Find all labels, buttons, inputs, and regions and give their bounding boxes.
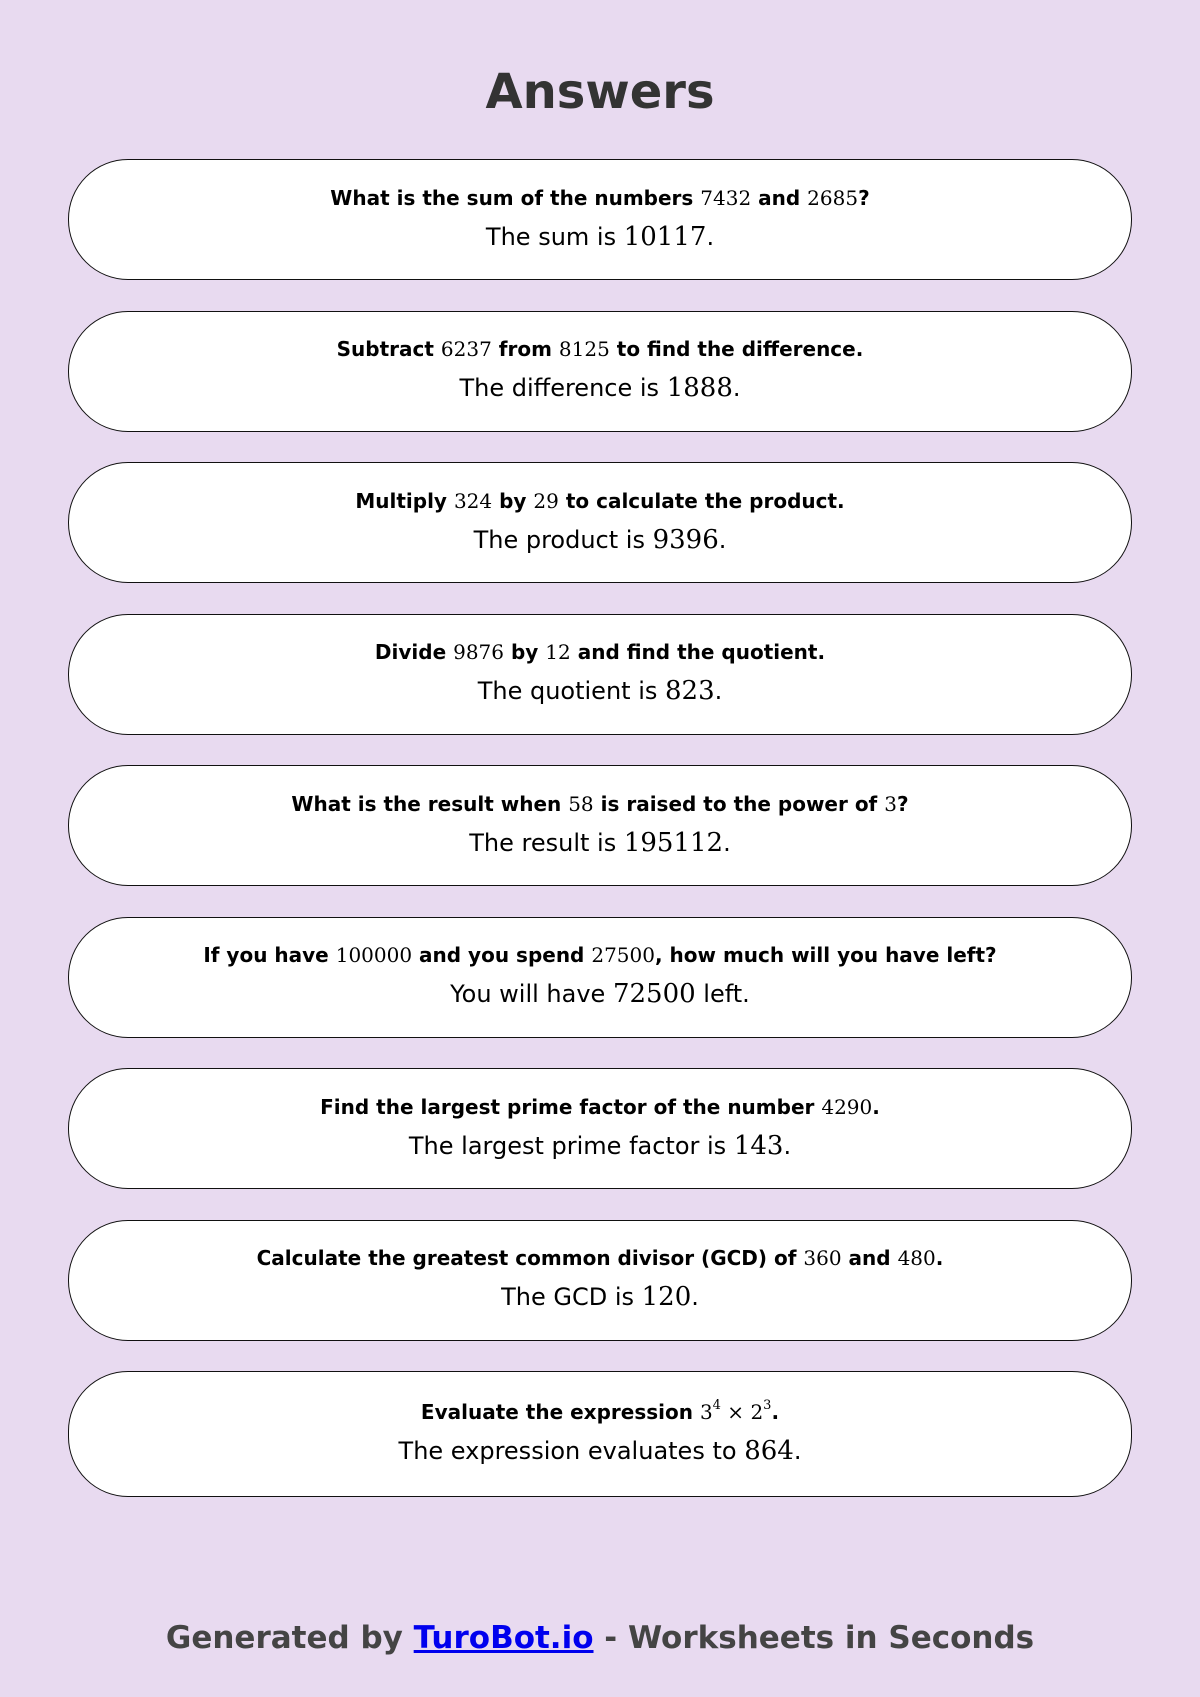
answer-card	[68, 765, 1132, 886]
question-text: If you have 100000 and you spend 27500, how much will you have left?	[203, 943, 997, 968]
answer-text: The sum is 10117.	[485, 221, 715, 252]
answer-text: The difference is 1888.	[459, 373, 741, 404]
answer-text: The quotient is 823.	[477, 676, 723, 707]
question-text: Calculate the greatest common divisor (GCD) of 360 and 480.	[256, 1246, 944, 1271]
answer-text: The GCD is 120.	[501, 1282, 699, 1313]
answer-text: The result is 195112.	[469, 827, 731, 858]
question-text: Evaluate the expression $3^4 \times 2^3$.	[420, 1398, 780, 1425]
answer-text: The product is 9396.	[473, 524, 727, 555]
question-text: Find the largest prime factor of the number 4290.	[320, 1094, 880, 1119]
question-text: Multiply 324 by 29 to calculate the product.	[355, 488, 845, 513]
question-text: What is the sum of the numbers 7432 and 2685?	[330, 185, 870, 210]
turobot-link[interactable]: TuroBot.io	[413, 1620, 594, 1656]
footer-prefix: Generated by	[165, 1620, 414, 1656]
answer-text: The largest prime factor is 143.	[408, 1130, 792, 1161]
answer-card	[68, 1220, 1132, 1341]
question-text: Divide 9876 by 12 and find the quotient.	[374, 640, 826, 665]
answer-text: You will have 72500 left.	[450, 979, 750, 1010]
answer-card	[68, 1068, 1132, 1189]
question-text: What is the result when 58 is raised to the power of 3?	[291, 791, 909, 816]
answer-card	[68, 1371, 1132, 1497]
answer-card	[68, 159, 1132, 280]
page-title: Answers	[485, 64, 715, 120]
footer	[0, 1620, 1200, 1656]
answer-card	[68, 462, 1132, 583]
footer-suffix: - Worksheets in Seconds	[593, 1620, 1035, 1656]
answer-card	[68, 917, 1132, 1038]
answer-text: The expression evaluates to 864.	[398, 1436, 802, 1467]
answer-card	[68, 614, 1132, 735]
question-text: Subtract 6237 from 8125 to find the difference.	[336, 337, 864, 362]
answer-list	[68, 159, 1132, 1528]
answer-card	[68, 311, 1132, 432]
